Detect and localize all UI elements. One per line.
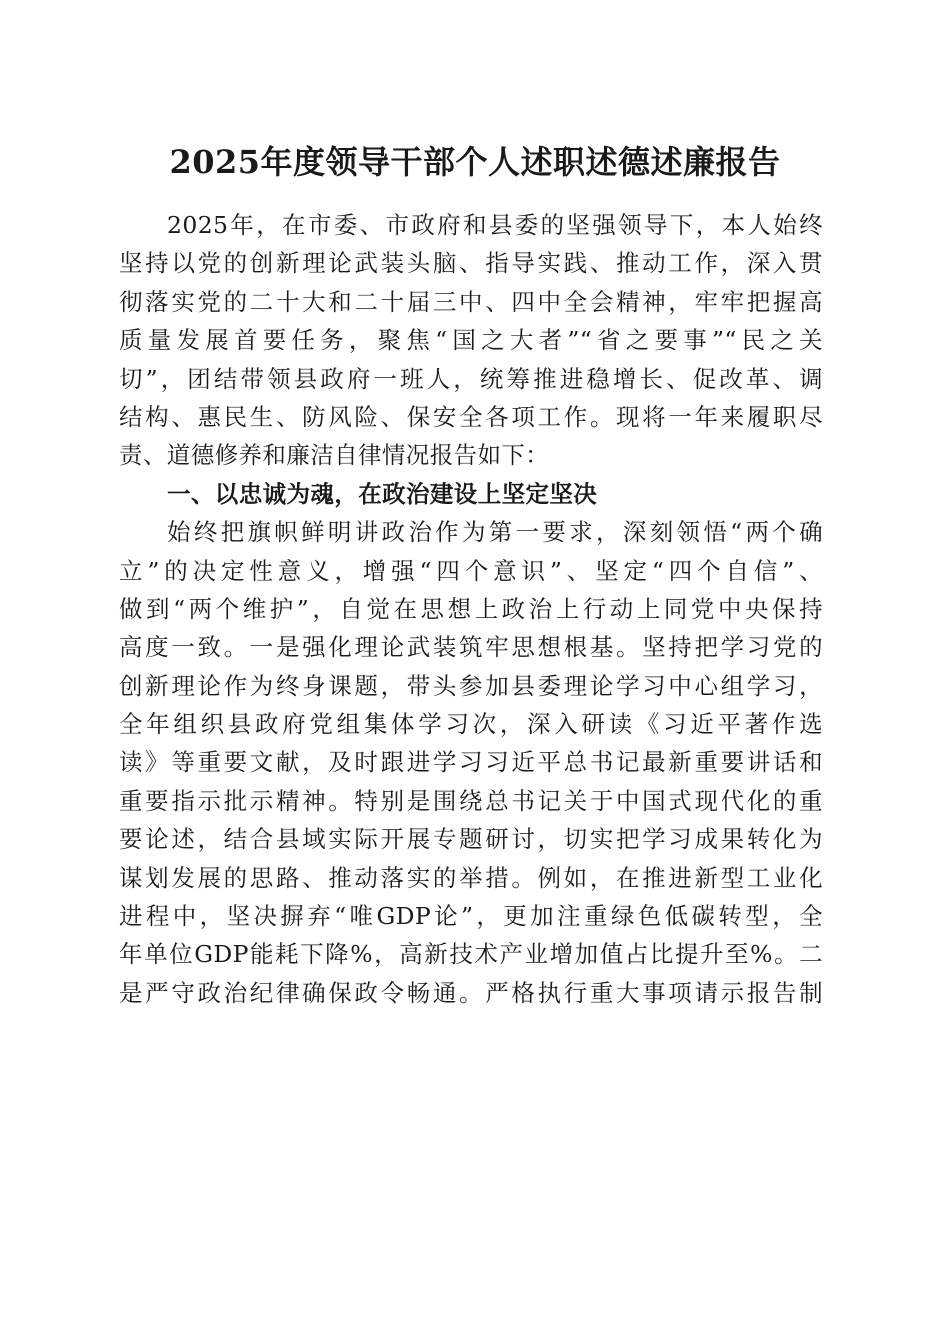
intro-line: 彻落实党的二十大和二十届三中、四中全会精神，牢牢把握高 bbox=[119, 287, 823, 316]
intro-line: 2025年，在市委、市政府和县委的坚强领导下，本人始终 bbox=[167, 211, 823, 239]
document-title: 2025年度领导干部个人述职述德述廉报告 bbox=[169, 143, 781, 181]
section-line: 年单位GDP能耗下降%，高新技术产业增加值占比提升至%。二 bbox=[119, 940, 823, 969]
intro-line: 坚持以党的创新理论武装头脑、指导实践、推动工作，深入贯 bbox=[119, 249, 823, 278]
intro-line: 责、道德修养和廉洁自律情况报告如下： bbox=[119, 441, 550, 470]
section-line: 全年组织县政府党组集体学习次，深入研读《习近平著作选 bbox=[119, 710, 823, 739]
intro-line: 质量发展首要任务，聚焦“国之大者”“省之要事”“民之关 bbox=[119, 326, 823, 355]
section-line: 做到“两个维护”，自觉在思想上政治上行动上同党中央保持 bbox=[119, 594, 823, 623]
section-line: 谋划发展的思路、推动落实的举措。例如，在推进新型工业化 bbox=[119, 863, 823, 892]
section-line: 要论述，结合县域实际开展专题研讨，切实把学习成果转化为 bbox=[119, 825, 823, 854]
section-line: 始终把旗帜鲜明讲政治作为第一要求，深刻领悟“两个确 bbox=[167, 518, 823, 547]
document-body bbox=[119, 206, 823, 1012]
section-line: 读》等重要文献，及时跟进学习习近平总书记最新重要讲话和 bbox=[119, 748, 823, 777]
section-line: 高度一致。一是强化理论武装筑牢思想根基。坚持把学习党的 bbox=[119, 633, 823, 662]
section-line: 重要指示批示精神。特别是围绕总书记关于中国式现代化的重 bbox=[119, 786, 823, 815]
section-heading: 一、以忠诚为魂，在政治建设上坚定坚决 bbox=[167, 479, 598, 508]
section-line: 立”的决定性意义，增强“四个意识”、坚定“四个自信”、 bbox=[119, 556, 823, 585]
section-line: 是严守政治纪律确保政令畅通。严格执行重大事项请示报告制 bbox=[119, 978, 823, 1007]
section-line: 创新理论作为终身课题，带头参加县委理论学习中心组学习， bbox=[119, 671, 823, 700]
intro-line: 结构、惠民生、防风险、保安全各项工作。现将一年来履职尽 bbox=[119, 402, 823, 431]
section-line: 进程中，坚决摒弃“唯GDP论”，更加注重绿色低碳转型，全 bbox=[119, 902, 823, 931]
intro-line: 切”，团结带领县政府一班人，统筹推进稳增长、促改革、调 bbox=[119, 364, 823, 393]
